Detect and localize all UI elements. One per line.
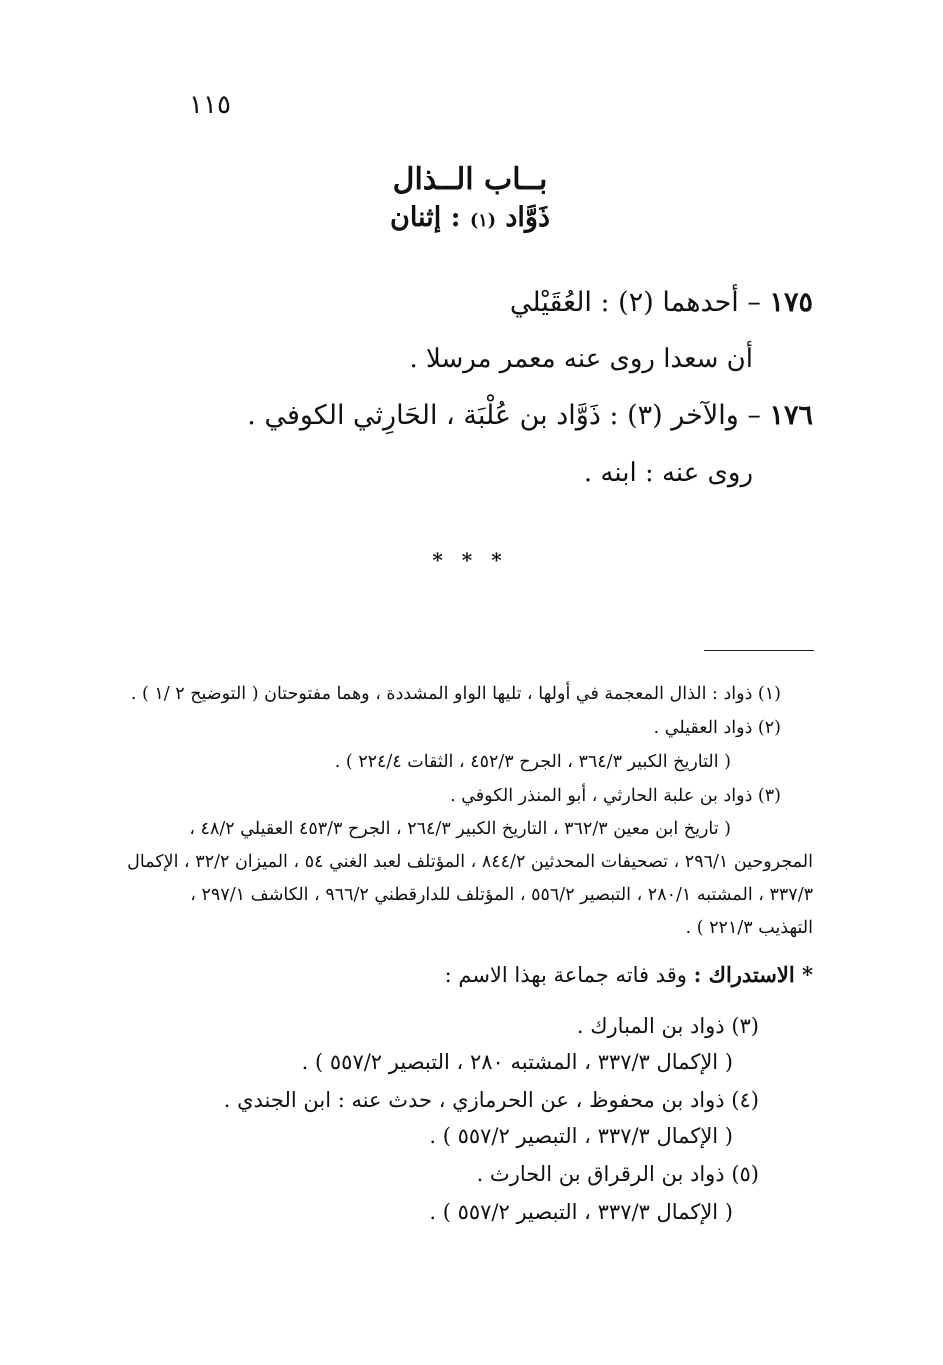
page-number: ١١٥: [189, 90, 231, 120]
addendum-heading: [445, 962, 813, 987]
heading-name: ذَوَّاد: [505, 202, 550, 233]
addendum-item-4-refs: ( الإكمال ٣٣٧/٣ ، التبصير ٥٥٧/٢ ) .: [429, 1124, 733, 1148]
footnote-3-refs-line-4: التهذيب ٢٢١/٣ ) .: [685, 918, 813, 938]
footnote-divider: [704, 650, 814, 651]
footnote-1: (١) ذواد : الذال المعجمة في أولها ، تليها الواو المشددة ، وهما مفتوحتان ( التوضيح ٢ /١ ) .: [130, 684, 781, 704]
heading-suffix: : إثنان: [389, 202, 461, 233]
addendum-label: * الاستدراك :: [693, 962, 813, 987]
entry-number: ١٧٥: [769, 287, 813, 318]
addendum-item-5: (٥) ذواد بن الرقراق بن الحارث .: [476, 1162, 759, 1186]
footnote-3-refs-line-1: ( تاريخ ابن معين ٣٦٢/٣ ، التاريخ الكبير ٢٦٤/٣ ، الجرح ٤٥٣/٣ العقيلي ٤٨/٢ ،: [189, 819, 731, 839]
entry-number: ١٧٦: [769, 400, 813, 431]
chapter-title: بــاب الــذال: [392, 162, 548, 197]
addendum-item-3: (٣) ذواد بن المبارك .: [576, 1014, 759, 1038]
entry-text: – أحدهما (٢) : العُقَيْلي: [509, 287, 761, 318]
footnote-3-refs-line-3: ٣٣٧/٣ ، المشتبه ٢٨٠/١ ، التبصير ٥٥٦/٢ ، المؤتلف للدارقطني ٩٦٦/٢ ، الكاشف ٢٩٧/١ ،: [190, 885, 813, 905]
addendum-item-5-refs: ( الإكمال ٣٣٧/٣ ، التبصير ٥٥٧/٢ ) .: [429, 1200, 733, 1224]
footnote-2-refs: ( التاريخ الكبير ٣٦٤/٣ ، الجرح ٤٥٢/٣ ، الثقات ٢٢٤/٤ ) .: [334, 752, 731, 772]
entry-text: – والآخر (٣) : ذَوَّاد بن عُلْبَة ، الحَارِثي الكوفي .: [247, 400, 761, 431]
heading-note-ref: (١): [469, 211, 496, 231]
separator-stars: * * *: [432, 548, 508, 572]
addendum-item-4: (٤) ذواد بن محفوظ ، عن الحرمازي ، حدث عنه : ابن الجندي .: [223, 1088, 759, 1112]
entry-175-body: أن سعدا روى عنه معمر مرسلا .: [409, 344, 753, 374]
entry-175: [510, 287, 813, 318]
addendum-item-3-refs: ( الإكمال ٣٣٧/٣ ، المشتبه ٢٨٠ ، التبصير ٥٥٧/٢ ) .: [301, 1050, 733, 1074]
footnote-3: (٣) ذواد بن علبة الحارثي ، أبو المنذر الكوفي .: [450, 786, 781, 806]
footnote-3-refs-line-2: المجروحين ٢٩٦/١ ، تصحيفات المحدثين ٨٤٤/٢ ، المؤتلف لعبد الغني ٥٤ ، الميزان ٣٢/٢ ، الإكمال: [127, 852, 813, 872]
entry-176-body: روى عنه : ابنه .: [583, 458, 753, 488]
entry-176: [247, 400, 813, 431]
footnote-2: (٢) ذواد العقيلي .: [653, 718, 781, 738]
addendum-intro: وقد فاته جماعة بهذا الاسم :: [444, 963, 687, 987]
name-heading: [300, 202, 640, 233]
